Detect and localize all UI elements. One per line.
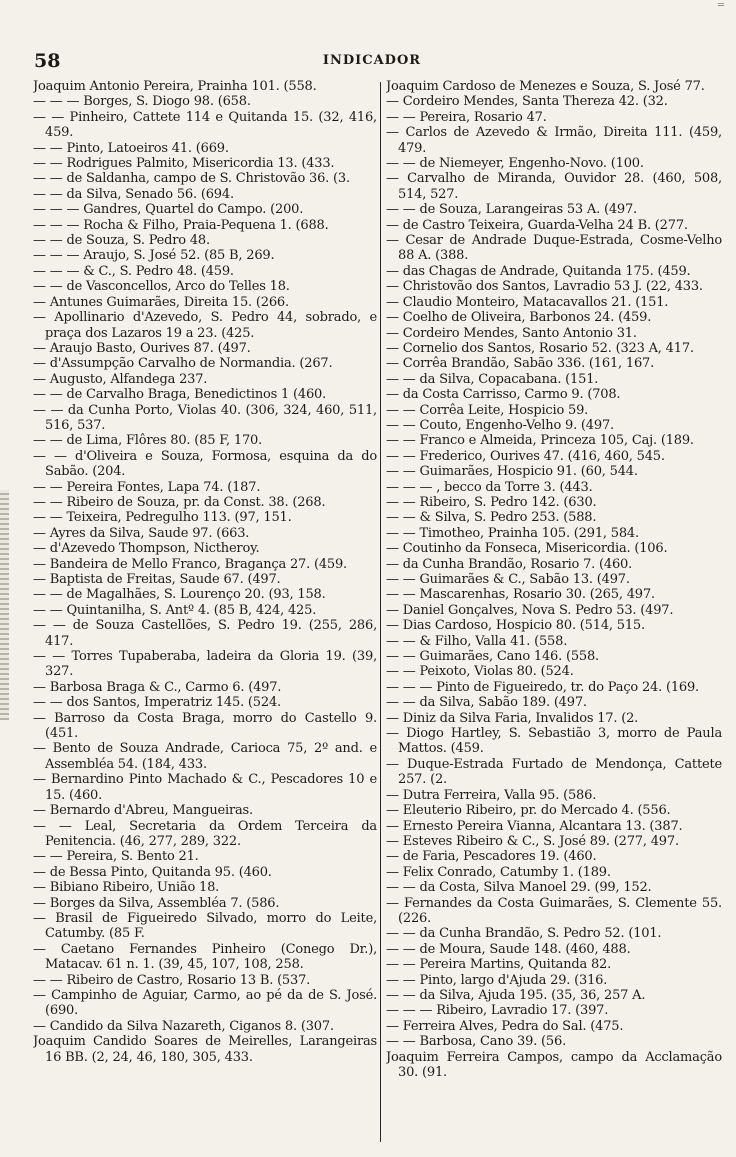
directory-entry: — — Quintanilha, S. Antº 4. (85 B, 424, 425.	[33, 602, 317, 618]
directory-entry: — — de Souza Castellões, S. Pedro 19. (255, 286, 417.	[33, 618, 377, 649]
page-header	[34, 50, 710, 72]
directory-entry: — — dos Santos, Imperatriz 145. (524.	[33, 695, 281, 711]
directory-entry: — — Franco e Almeida, Princeza 105, Caj. (189.	[386, 433, 694, 449]
directory-entry: — — & Silva, S. Pedro 253. (588.	[386, 510, 597, 526]
directory-entry: — — da Silva, Copacabana. (151.	[386, 371, 599, 387]
binding-edge	[0, 490, 9, 720]
directory-entry: — Barbosa Braga & C., Carmo 6. (497.	[33, 679, 282, 695]
directory-entry: — Brasil de Figueiredo Silvado, morro do Leite, Catumby. (85 F.	[33, 910, 377, 942]
directory-entry: — d'Assumpção Carvalho de Normandia. (267.	[33, 356, 333, 372]
directory-entry: — Dutra Ferreira, Valla 95. (586.	[386, 787, 597, 803]
directory-entry: — — Pinto, largo d'Ajuda 29. (316.	[386, 972, 608, 988]
directory-entry: — Cordeiro Mendes, Santa Thereza 42. (32.	[386, 94, 668, 110]
directory-entry: — — — , becco da Torre 3. (443.	[386, 479, 593, 495]
directory-entry: — — Ribeiro de Souza, pr. da Const. 38. (268.	[33, 494, 326, 510]
directory-entry: — Fernandes da Costa Guimarães, S. Clemente 55. (226.	[386, 895, 722, 926]
directory-entry: — — Pereira, Rosario 47.	[386, 109, 547, 125]
directory-entry: — — de Souza, Larangeiras 53 A. (497.	[386, 202, 637, 218]
directory-entry: — — & Filho, Valla 41. (558.	[386, 633, 568, 649]
directory-entry: — — — Ribeiro, Lavradio 17. (397.	[386, 1003, 609, 1019]
right-column	[386, 79, 722, 1147]
directory-entry: — Diniz da Silva Faria, Invalidos 17. (2.	[386, 710, 639, 726]
directory-entry: — — da Silva, Senado 56. (694.	[33, 186, 234, 202]
directory-entry: — Corrêa Brandão, Sabão 336. (161, 167.	[386, 356, 655, 372]
directory-entry: — — da Cunha Porto, Violas 40. (306, 324, 460, 511, 516, 537.	[33, 402, 377, 433]
directory-entry: — de Castro Teixeira, Guarda-Velha 24 B. (277.	[386, 217, 688, 233]
directory-entry: — da Costa Carrisso, Carmo 9. (708.	[386, 387, 621, 403]
directory-entry: — — Couto, Engenho-Velho 9. (497.	[386, 417, 614, 433]
directory-entry: — Candido da Silva Nazareth, Ciganos 8. (307.	[33, 1018, 334, 1034]
directory-entry: Joaquim Cardoso de Menezes e Souza, S. José 77.	[386, 79, 705, 94]
directory-entry: — — de Magalhães, S. Lourenço 20. (93, 158.	[33, 587, 326, 603]
directory-entry: — Borges da Silva, Assembléa 7. (586.	[33, 895, 280, 911]
directory-entry: — — — Rocha & Filho, Praia-Pequena 1. (688.	[33, 217, 329, 233]
directory-entry: — — da Cunha Brandão, S. Pedro 52. (101.	[386, 926, 662, 942]
directory-entry: — — de Moura, Saude 148. (460, 488.	[386, 941, 631, 957]
directory-entry: — — Leal, Secretaria da Ordem Terceira da Penitencia. (46, 277, 289, 322.	[33, 818, 377, 849]
directory-entry: Joaquim Antonio Pereira, Prainha 101. (558.	[33, 79, 317, 94]
directory-entry: — — d'Oliveira e Souza, Formosa, esquina da do Sabão. (204.	[33, 448, 377, 480]
directory-entry: — Bernardino Pinto Machado & C., Pescadores 10 e 15. (460.	[33, 772, 377, 803]
directory-entry: — — — Araujo, S. José 52. (85 B, 269.	[33, 248, 275, 264]
directory-entry: — Coelho de Oliveira, Barbonos 24. (459.	[386, 310, 652, 326]
directory-entry: — Ernesto Pereira Vianna, Alcantara 13. (387.	[386, 818, 683, 834]
directory-entry: — — Mascarenhas, Rosario 30. (265, 497.	[386, 587, 655, 603]
directory-entry: — — Ribeiro, S. Pedro 142. (630.	[386, 494, 597, 510]
corner-mark: ═	[717, 0, 724, 11]
left-column	[33, 79, 377, 1147]
directory-entry: — Cornelio dos Santos, Rosario 52. (323 A, 417.	[386, 340, 694, 356]
directory-entry: — Araujo Basto, Ourives 87. (497.	[33, 340, 251, 356]
directory-entry: — Coutinho da Fonseca, Misericordia. (106.	[386, 541, 668, 557]
directory-entry: — — Timotheo, Prainha 105. (291, 584.	[386, 525, 639, 541]
directory-entry: — — Pereira, S. Bento 21.	[33, 849, 199, 865]
directory-entry: — — Peixoto, Violas 80. (524.	[386, 664, 574, 680]
directory-entry: — — de Carvalho Braga, Benedictinos 1 (460.	[33, 387, 327, 403]
directory-entry: — Carvalho de Miranda, Ouvidor 28. (460, 508, 514, 527.	[386, 171, 722, 202]
directory-entry: — das Chagas de Andrade, Quitanda 175. (459.	[386, 263, 691, 279]
directory-entry: — — Torres Tupaberaba, ladeira da Gloria 19. (39, 327.	[33, 649, 377, 680]
directory-entry: — — Corrêa Leite, Hospicio 59.	[386, 402, 589, 418]
directory-entry: — — da Silva, Ajuda 195. (35, 36, 257 A.	[386, 987, 646, 1003]
directory-entry: — — Pinto, Latoeiros 41. (669.	[33, 140, 229, 156]
directory-entry: — Carlos de Azevedo & Irmão, Direita 111. (459, 479.	[386, 125, 722, 156]
directory-entry: — Eleuterio Ribeiro, pr. do Mercado 4. (556.	[386, 803, 671, 819]
directory-entry: — Antunes Guimarães, Direita 15. (266.	[33, 294, 289, 310]
directory-entry: — — de Vasconcellos, Arco do Telles 18.	[33, 279, 290, 295]
directory-entry: Joaquim Candido Soares de Meirelles, Larangeiras 16 BB. (2, 24, 46, 180, 305, 433.	[33, 1034, 377, 1065]
page-title: INDICADOR	[322, 53, 422, 68]
directory-entry: — Bibiano Ribeiro, União 18.	[33, 880, 220, 896]
directory-entry: — Ferreira Alves, Pedra do Sal. (475.	[386, 1018, 624, 1034]
directory-entry: — — da Silva, Sabão 189. (497.	[386, 695, 587, 711]
directory-entry: — — de Lima, Flôres 80. (85 F, 170.	[33, 433, 263, 449]
directory-entry: Joaquim Ferreira Campos, campo da Acclamação 30. (91.	[386, 1049, 722, 1080]
directory-entry: — — Teixeira, Pedregulho 113. (97, 151.	[33, 510, 292, 526]
directory-entry: — — Ribeiro de Castro, Rosario 13 B. (537.	[33, 972, 311, 988]
directory-entry: — de Bessa Pinto, Quitanda 95. (460.	[33, 864, 272, 880]
directory-entry: — — Rodrigues Palmito, Misericordia 13. (433.	[33, 156, 335, 172]
directory-entry: — de Faria, Pescadores 19. (460.	[386, 849, 597, 865]
directory-entry: — Daniel Gonçalves, Nova S. Pedro 53. (497.	[386, 602, 674, 618]
directory-entry: — Baptista de Freitas, Saude 67. (497.	[33, 572, 281, 587]
directory-entry: — Bento de Souza Andrade, Carioca 75, 2º and. e Assembléa 54. (184, 433.	[33, 741, 377, 772]
directory-entry: — Cesar de Andrade Duque-Estrada, Cosme-Velho 88 A. (388.	[386, 233, 722, 264]
directory-entry: — — Barbosa, Cano 39. (56.	[386, 1034, 566, 1050]
directory-entry: — — — & C., S. Pedro 48. (459.	[33, 263, 234, 279]
directory-entry: — Caetano Fernandes Pinheiro (Conego Dr.), Matacav. 61 n. 1. (39, 45, 107, 108, 258.	[33, 941, 377, 973]
directory-entry: — — de Niemeyer, Engenho-Novo. (100.	[386, 156, 644, 172]
directory-entry: — — Frederico, Ourives 47. (416, 460, 545.	[386, 448, 665, 464]
directory-entry: — — Pereira Martins, Quitanda 82.	[386, 957, 612, 973]
directory-entry: — — — Borges, S. Diogo 98. (658.	[33, 94, 251, 110]
directory-entry: — Christovão dos Santos, Lavradio 53 J. (22, 433.	[386, 279, 703, 295]
directory-entry: — — da Costa, Silva Manoel 29. (99, 152.	[386, 880, 652, 896]
directory-entry: — — — Gandres, Quartel do Campo. (200.	[33, 202, 304, 218]
directory-entry: — Apollinario d'Azevedo, S. Pedro 44, sobrado, e praça dos Lazaros 19 a 23. (425.	[33, 310, 377, 341]
directory-entry: — da Cunha Brandão, Rosario 7. (460.	[386, 556, 633, 572]
directory-entry: — — de Souza, S. Pedro 48.	[33, 233, 210, 249]
directory-entry: — — Pinheiro, Cattete 114 e Quitanda 15. (32, 416, 459.	[33, 109, 377, 141]
directory-entry: — — Pereira Fontes, Lapa 74. (187.	[33, 479, 261, 495]
directory-entry: — d'Azevedo Thompson, Nictheroy.	[33, 541, 260, 557]
directory-entry: — Duque-Estrada Furtado de Mendonça, Cattete 257. (2.	[386, 756, 722, 788]
directory-entry: — Esteves Ribeiro & C., S. José 89. (277, 497.	[386, 833, 679, 849]
directory-entry: — — Guimarães, Cano 146. (558.	[386, 649, 599, 665]
directory-entry: — Felix Conrado, Catumby 1. (189.	[386, 864, 611, 880]
directory-entry: — — — Pinto de Figueiredo, tr. do Paço 24. (169.	[386, 679, 699, 695]
directory-entry: — Barroso da Costa Braga, morro do Castello 9. (451.	[33, 710, 377, 742]
directory-entry: — Campinho de Aguiar, Carmo, ao pé da de S. José. (690.	[33, 987, 377, 1019]
directory-entry: — Dias Cardoso, Hospicio 80. (514, 515.	[386, 618, 645, 634]
directory-entry: — Augusto, Alfandega 237.	[33, 371, 208, 387]
column-divider	[380, 82, 381, 1142]
directory-entry: — Cordeiro Mendes, Santo Antonio 31.	[386, 325, 637, 341]
directory-entry: — Claudio Monteiro, Matacavallos 21. (151.	[386, 294, 669, 310]
directory-entry: — Ayres da Silva, Saude 97. (663.	[33, 525, 250, 541]
directory-entry: — — de Saldanha, campo de S. Christovão 36. (3.	[33, 171, 350, 187]
directory-entry: — — Guimarães, Hospicio 91. (60, 544.	[386, 464, 638, 480]
directory-entry: — — Guimarães & C., Sabão 13. (497.	[386, 572, 630, 587]
directory-entry: — Bernardo d'Abreu, Mangueiras.	[33, 803, 253, 819]
page-number: 58	[34, 50, 61, 72]
directory-entry: — Diogo Hartley, S. Sebastião 3, morro de Paula Mattos. (459.	[386, 726, 722, 757]
directory-entry: — Bandeira de Mello Franco, Bragança 27. (459.	[33, 556, 347, 572]
